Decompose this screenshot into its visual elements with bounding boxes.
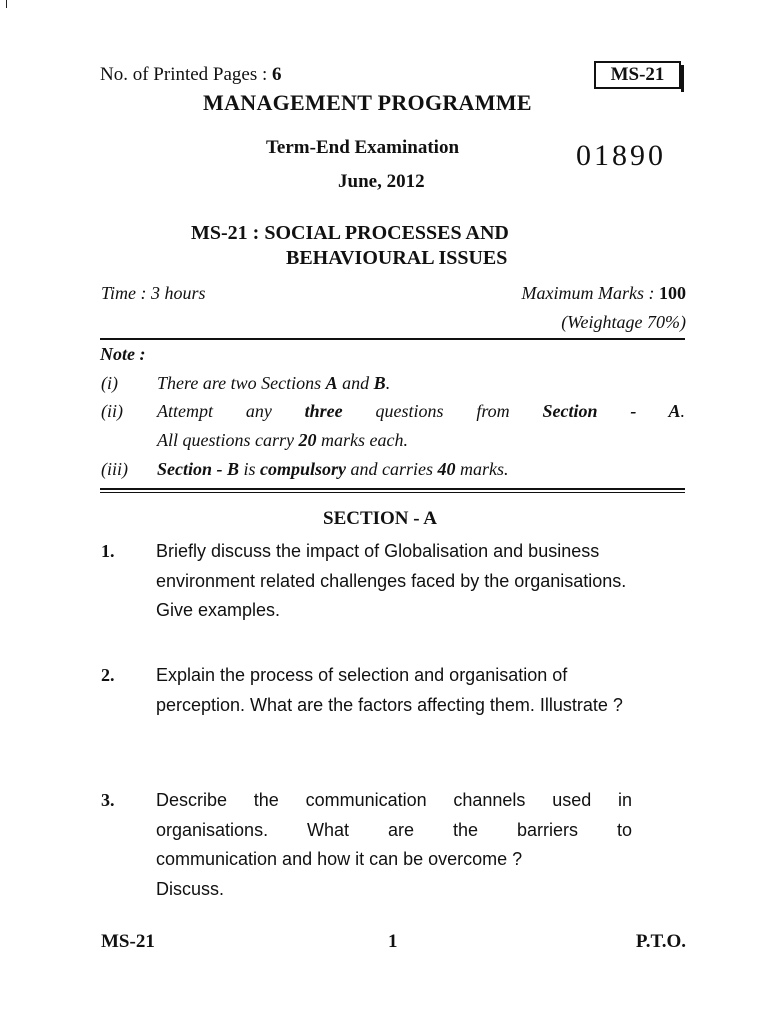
section-a-heading: SECTION - A [323, 508, 438, 529]
note-item-3: Section - B is compulsory and carries 40 marks. [157, 459, 509, 479]
scan-mark [6, 0, 7, 8]
exam-session: June, 2012 [338, 171, 425, 192]
exam-title: Term-End Examination [266, 137, 460, 158]
question-3-line2: organisations. What are the barriers to [156, 819, 632, 840]
question-2-number: 2. [101, 665, 115, 685]
divider-double-top [100, 488, 685, 490]
question-1-number: 1. [101, 541, 115, 561]
footer-course-code: MS-21 [101, 931, 155, 952]
pto-label: P.T.O. [635, 931, 686, 952]
course-title-line2: BEHAVIOURAL ISSUES [286, 247, 508, 269]
question-1-text: Briefly discuss the impact of Globalisation and business environment related challenges faced by the organisations. Give examples. [156, 541, 627, 620]
printed-pages: No. of Printed Pages : 6 [100, 64, 282, 85]
note-num-3: (iii) [101, 459, 128, 479]
question-3-line4: Discuss. [156, 878, 225, 899]
serial-number: 01890 [576, 139, 666, 172]
note-item-1: There are two Sections A and B. [157, 373, 391, 393]
divider-top [100, 338, 685, 340]
programme-title: MANAGEMENT PROGRAMME [203, 90, 532, 115]
note-heading: Note : [100, 344, 146, 364]
note-item-2-line1: Attempt any three questions from Section - A. [157, 401, 685, 421]
question-3-line3: communication and how it can be overcome ? [156, 849, 523, 869]
time-allowed: Time : 3 hours [101, 283, 206, 303]
note-num-1: (i) [101, 373, 118, 393]
question-2-text: Explain the process of selection and organisation of perception. What are the factors affecting them. Illustrate ? [156, 665, 623, 715]
question-3-number: 3. [101, 790, 115, 810]
course-code-box: MS-21 [594, 61, 681, 89]
note-item-2-line2: All questions carry 20 marks each. [157, 430, 408, 450]
weightage: (Weightage 70%) [561, 312, 686, 332]
course-title-line1: MS-21 : SOCIAL PROCESSES AND [191, 222, 509, 244]
question-3-text [156, 786, 632, 904]
divider-double-bottom [100, 492, 685, 493]
question-3-line1: Describe the communication channels used in [156, 790, 632, 810]
page-number: 1 [388, 931, 398, 952]
note-num-2: (ii) [101, 401, 123, 421]
maximum-marks: Maximum Marks : 100 [521, 283, 686, 303]
